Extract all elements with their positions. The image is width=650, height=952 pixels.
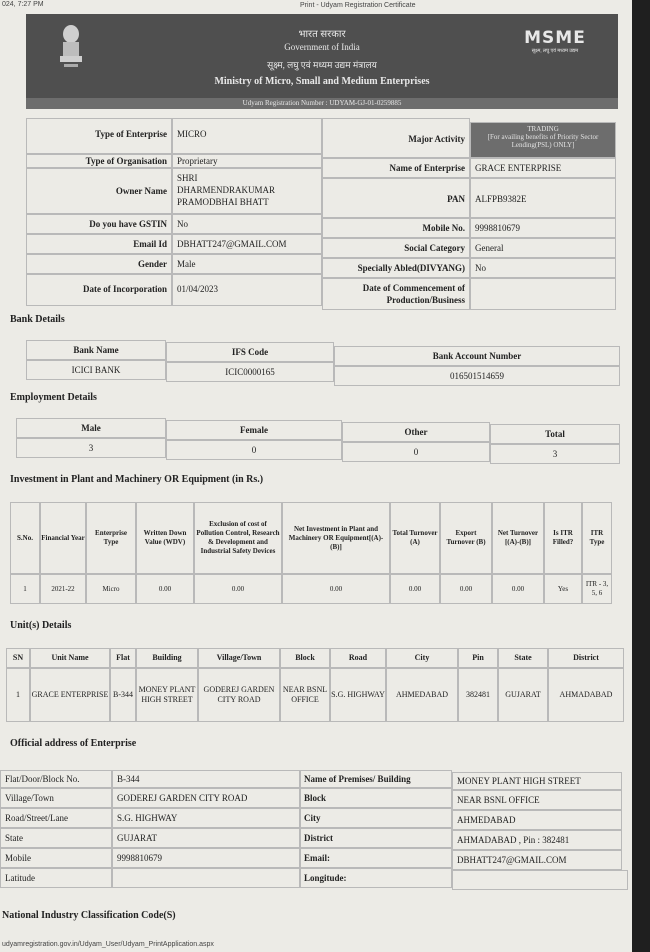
unit-cell-6: S.G. HIGHWAY [330, 668, 386, 722]
investment-cell-2: Micro [86, 574, 136, 604]
unit-header-3: Building [136, 648, 198, 668]
email-value-official: DBHATT247@GMAIL.COM [452, 850, 622, 870]
major-activity-label: Major Activity [322, 118, 470, 158]
print-title: Print - Udyam Registration Certificate [300, 2, 416, 9]
total-value: 3 [490, 444, 620, 464]
investment-cell-7: 0.00 [440, 574, 492, 604]
msme-logo-text: MSME [524, 28, 586, 48]
email-label-official: Email: [300, 848, 452, 868]
state-value: GUJARAT [112, 828, 300, 848]
unit-cell-8: 382481 [458, 668, 498, 722]
pan-label: PAN [322, 178, 470, 218]
unit-header-2: Flat [110, 648, 136, 668]
frame-edge [632, 0, 650, 952]
gender-value: Male [172, 254, 322, 274]
employment-details-title: Employment Details [10, 392, 97, 403]
unit-header-6: Road [330, 648, 386, 668]
msme-logo-subtext: सूक्ष्म, लघु एवं मध्यम उद्यम [531, 49, 579, 54]
investment-header-2: Enterprise Type [86, 502, 136, 574]
male-header: Male [16, 418, 166, 438]
reg-number: UDYAM-GJ-01-0259885 [329, 99, 402, 107]
investment-header-3: Written Down Value (WDV) [136, 502, 194, 574]
msme-logo [510, 28, 600, 62]
district-label: District [300, 828, 452, 848]
investment-header-5: Net Investment in Plant and Machinery OR Equipment[(A)-(B)] [282, 502, 390, 574]
bank-name-value: ICICI BANK [26, 360, 166, 380]
hindi-ministry: सूक्ष्म, लघु एवं मध्यम उद्यम मंत्रालय [267, 60, 377, 70]
mobile-label-official: Mobile [0, 848, 112, 868]
unit-cell-1: GRACE ENTERPRISE [30, 668, 110, 722]
village-label: Village/Town [0, 788, 112, 808]
investment-cell-1: 2021-22 [40, 574, 86, 604]
owner-line-3: PRAMODBHAI BHATT [177, 197, 269, 207]
official-address-title: Official address of Enterprise [10, 738, 137, 749]
block-label: Block [300, 788, 452, 808]
unit-cell-3: MONEY PLANT HIGH STREET [136, 668, 198, 722]
premises-value: MONEY PLANT HIGH STREET [452, 772, 622, 790]
road-label: Road/Street/Lane [0, 808, 112, 828]
total-header: Total [490, 424, 620, 444]
unit-header-9: State [498, 648, 548, 668]
male-value: 3 [16, 438, 166, 458]
investment-header-10: ITR Type [582, 502, 612, 574]
village-value: GODEREJ GARDEN CITY ROAD [112, 788, 300, 808]
investment-cell-4: 0.00 [194, 574, 282, 604]
ministry-banner [26, 14, 618, 98]
mobile-value: 9998810679 [470, 218, 616, 238]
investment-cell-6: 0.00 [390, 574, 440, 604]
city-value: AHMEDABAD [452, 810, 622, 830]
unit-cell-2: B-344 [110, 668, 136, 722]
unit-details-title: Unit(s) Details [10, 620, 72, 631]
longitude-label: Longitude: [300, 868, 452, 888]
unit-header-0: SN [6, 648, 30, 668]
investment-header-4: Exclusion of cost of Pollution Control, Research & Development and Industrial Safety Devices [194, 502, 282, 574]
nic-title: National Industry Classification Code(S) [2, 910, 176, 921]
major-activity-value: TRADING [527, 125, 559, 133]
type-of-enterprise-value: MICRO [172, 118, 322, 154]
female-value: 0 [166, 440, 342, 460]
print-time: 024, 7:27 PM [2, 1, 44, 8]
registration-number-bar: Udyam Registration Number : UDYAM-GJ-01-0259885 [26, 98, 618, 109]
divyang-label: Specially Abled(DIVYANG) [322, 258, 470, 278]
owner-line-2: DHARMENDRAKUMAR [177, 185, 276, 195]
investment-header-8: Net Turnover [(A)-(B)] [492, 502, 544, 574]
incorporation-label: Date of Incorporation [26, 274, 172, 306]
type-of-enterprise-label: Type of Enterprise [26, 118, 172, 154]
unit-cell-10: AHMADABAD [548, 668, 624, 722]
district-value: AHMADABAD , Pin : 382481 [452, 830, 622, 850]
unit-header-1: Unit Name [30, 648, 110, 668]
gstin-value: No [172, 214, 322, 234]
incorporation-value: 01/04/2023 [172, 274, 322, 306]
divyang-value: No [470, 258, 616, 278]
owner-name-label: Owner Name [26, 168, 172, 214]
unit-header-8: Pin [458, 648, 498, 668]
state-label: State [0, 828, 112, 848]
investment-header-7: Export Turnover (B) [440, 502, 492, 574]
mobile-value-official: 9998810679 [112, 848, 300, 868]
premises-label: Name of Premises/ Building [300, 770, 452, 788]
commencement-value [470, 278, 616, 310]
female-header: Female [166, 420, 342, 440]
email-value: DBHATT247@GMAIL.COM [172, 234, 322, 254]
unit-header-5: Block [280, 648, 330, 668]
unit-cell-9: GUJARAT [498, 668, 548, 722]
ifs-code-header: IFS Code [166, 342, 334, 362]
enterprise-name-value: GRACE ENTERPRISE [470, 158, 616, 178]
investment-cell-5: 0.00 [282, 574, 390, 604]
block-value: NEAR BSNL OFFICE [452, 790, 622, 810]
investment-title: Investment in Plant and Machinery OR Equipment (in Rs.) [10, 474, 264, 485]
major-activity-box [470, 122, 616, 158]
latitude-value [112, 868, 300, 888]
account-number-header: Bank Account Number [334, 346, 620, 366]
social-category-label: Social Category [322, 238, 470, 258]
organisation-label: Type of Organisation [26, 154, 172, 168]
unit-cell-0: 1 [6, 668, 30, 722]
reg-label: Udyam Registration Number [242, 99, 324, 107]
print-header [0, 0, 632, 12]
city-label: City [300, 808, 452, 828]
investment-header-9: Is ITR Filled? [544, 502, 582, 574]
enterprise-name-label: Name of Enterprise [322, 158, 470, 178]
latitude-label: Latitude [0, 868, 112, 888]
investment-header-6: Total Turnover (A) [390, 502, 440, 574]
ministry-name: Ministry of Micro, Small and Medium Enterprises [214, 76, 430, 87]
footer-url[interactable]: udyamregistration.gov.in/Udyam_User/Udyam_PrintApplication.aspx [2, 941, 214, 948]
unit-cell-7: AHMEDABAD [386, 668, 458, 722]
social-category-value: General [470, 238, 616, 258]
investment-cell-0: 1 [10, 574, 40, 604]
gstin-label: Do you have GSTIN [26, 214, 172, 234]
other-value: 0 [342, 442, 490, 462]
unit-header-10: District [548, 648, 624, 668]
investment-header-1: Financial Year [40, 502, 86, 574]
investment-cell-8: 0.00 [492, 574, 544, 604]
major-activity-note: [For availing benefits of Priority Sector Lending(PSL) ONLY] [487, 133, 599, 149]
road-value: S.G. HIGHWAY [112, 808, 300, 828]
account-number-value: 016501514659 [334, 366, 620, 386]
other-header: Other [342, 422, 490, 442]
unit-cell-4: GODEREJ GARDEN CITY ROAD [198, 668, 280, 722]
unit-header-4: Village/Town [198, 648, 280, 668]
bank-details-title: Bank Details [10, 314, 65, 325]
organisation-value: Proprietary [172, 154, 322, 168]
commencement-label: Date of Commencement of Production/Business [322, 278, 470, 310]
investment-cell-9: Yes [544, 574, 582, 604]
bank-name-header: Bank Name [26, 340, 166, 360]
gender-label: Gender [26, 254, 172, 274]
print-footer [0, 940, 632, 952]
flat-label: Flat/Door/Block No. [0, 770, 112, 788]
mobile-label: Mobile No. [322, 218, 470, 238]
ifs-code-value: ICIC0000165 [166, 362, 334, 382]
email-label: Email Id [26, 234, 172, 254]
hindi-country: भारत सरकार [298, 29, 346, 40]
flat-value: B-344 [112, 770, 300, 788]
country-name: Government of India [284, 42, 360, 52]
investment-header-0: S.No. [10, 502, 40, 574]
unit-cell-5: NEAR BSNL OFFICE [280, 668, 330, 722]
longitude-value [452, 870, 628, 890]
unit-header-7: City [386, 648, 458, 668]
owner-line-1: SHRI [177, 173, 198, 183]
investment-cell-10: ITR - 3, 5, 6 [582, 574, 612, 604]
investment-cell-3: 0.00 [136, 574, 194, 604]
owner-name-value [172, 168, 322, 214]
pan-value: ALFPB9382E [470, 178, 616, 218]
